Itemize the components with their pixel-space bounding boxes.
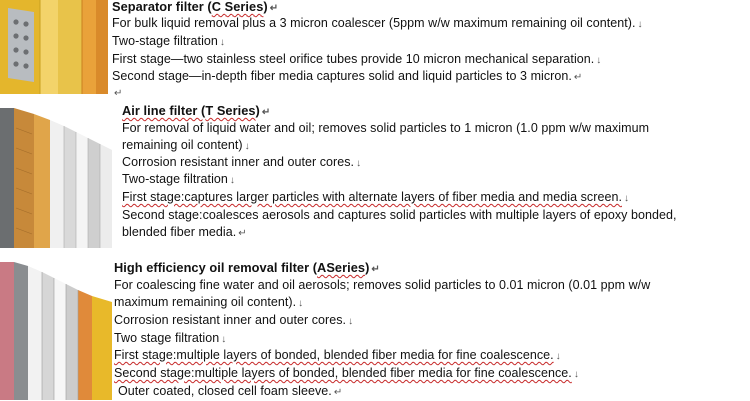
body-line <box>112 68 582 86</box>
arrow-mark-icon: ↓ <box>573 369 579 380</box>
section-title <box>114 259 380 278</box>
line-text: Outer coated, closed cell foam sleeve. <box>118 384 332 398</box>
arrow-mark-icon: ↓ <box>623 193 630 204</box>
paragraph-mark-icon: ↵ <box>261 107 271 118</box>
title-series: ASeries <box>317 260 366 275</box>
line-text: Corrosion resistant inner and outer cores. <box>114 313 347 327</box>
body-line <box>122 137 250 155</box>
paragraph-mark-icon: ↵ <box>114 88 123 99</box>
body-line <box>122 171 235 189</box>
body-line <box>122 189 629 207</box>
body-line <box>112 33 225 51</box>
body-line <box>114 277 650 294</box>
paragraph-mark-icon: ↵ <box>269 3 279 14</box>
paragraph-mark-icon: ↵ <box>573 72 583 83</box>
line-text: blended fiber media. <box>122 225 237 239</box>
arrow-mark-icon: ↓ <box>244 141 250 152</box>
title-prefix: Separator filter ( <box>112 0 212 14</box>
paragraph-mark-icon: ↵ <box>371 264 380 275</box>
paragraph-mark-icon: ↵ <box>333 387 343 398</box>
line-text: maximum remaining oil content). <box>114 295 297 309</box>
body-line <box>118 383 342 401</box>
title-suffix: ) <box>255 103 260 118</box>
arrow-mark-icon: ↓ <box>348 316 354 327</box>
body-line <box>122 120 649 137</box>
body-line <box>114 365 579 383</box>
arrow-mark-icon: ↓ <box>229 175 235 186</box>
body-line <box>122 154 361 172</box>
arrow-mark-icon: ↓ <box>219 37 225 48</box>
line-text: For removal of liquid water and oil; removes solid particles to 1 micron (1.0 ppm w/w maximum <box>122 121 650 135</box>
line-text: First stage:multiple layers of bonded, blended fiber media for fine coalescence. <box>114 348 554 362</box>
body-line <box>122 207 677 224</box>
line-text: Corrosion resistant inner and outer cores. <box>122 155 355 169</box>
arrow-mark-icon: ↓ <box>637 19 643 30</box>
line-text: Second stage—in-depth fiber media captures solid and liquid particles to 3 micron. <box>112 69 572 83</box>
body-line <box>112 51 601 69</box>
line-text: Two-stage filtration <box>112 34 218 48</box>
body-line <box>114 312 353 330</box>
body-line <box>114 347 561 365</box>
body-line <box>112 15 643 33</box>
separator-filter-illustration <box>0 0 108 94</box>
separator-filter-cutaway-icon <box>0 0 108 94</box>
line-text: Two stage filtration <box>114 331 220 345</box>
oil-removal-filter-layers-icon <box>0 262 112 400</box>
body-line <box>114 294 303 312</box>
oil-removal-filter-illustration <box>0 262 112 400</box>
line-text: For bulk liquid removal plus a 3 micron coalescer (5ppm w/w maximum remaining oil content). <box>112 16 636 30</box>
arrow-mark-icon: ↓ <box>221 334 227 345</box>
arrow-mark-icon: ↓ <box>596 55 602 66</box>
title-series: T Series <box>205 103 256 118</box>
body-line <box>114 330 226 348</box>
arrow-mark-icon: ↓ <box>298 298 304 309</box>
air-line-filter-layers-icon <box>0 108 112 248</box>
line-text: First stage—two stainless steel orifice tubes provide 10 micron mechanical separation. <box>112 52 595 66</box>
title-suffix: ) <box>365 260 370 275</box>
title-series: C Series <box>211 0 264 14</box>
paragraph-mark-icon: ↵ <box>238 228 247 239</box>
line-text: First stage:captures larger particles with alternate layers of fiber media and media screen. <box>122 190 622 204</box>
line-text: remaining oil content) <box>122 138 243 152</box>
body-line <box>122 224 247 242</box>
title-prefix: High efficiency oil removal filter ( <box>114 260 318 275</box>
arrow-mark-icon: ↓ <box>555 351 561 362</box>
line-text: Second stage:multiple layers of bonded, blended fiber media for fine coalescence. <box>114 366 572 380</box>
empty-line <box>112 84 122 102</box>
line-text: For coalescing fine water and oil aerosols; removes solid particles to 0.01 micron (0.01 ppm w/w <box>114 278 651 292</box>
title-suffix: ) <box>263 0 268 14</box>
section-title <box>122 102 270 121</box>
line-text: Second stage:coalesces aerosols and captures solid particles with multiple layers of epoxy bonded, <box>122 208 677 222</box>
air-line-filter-illustration <box>0 108 112 248</box>
line-text: Two-stage filtration <box>122 172 228 186</box>
title-prefix: Air line filter ( <box>122 103 206 118</box>
arrow-mark-icon: ↓ <box>356 158 362 169</box>
